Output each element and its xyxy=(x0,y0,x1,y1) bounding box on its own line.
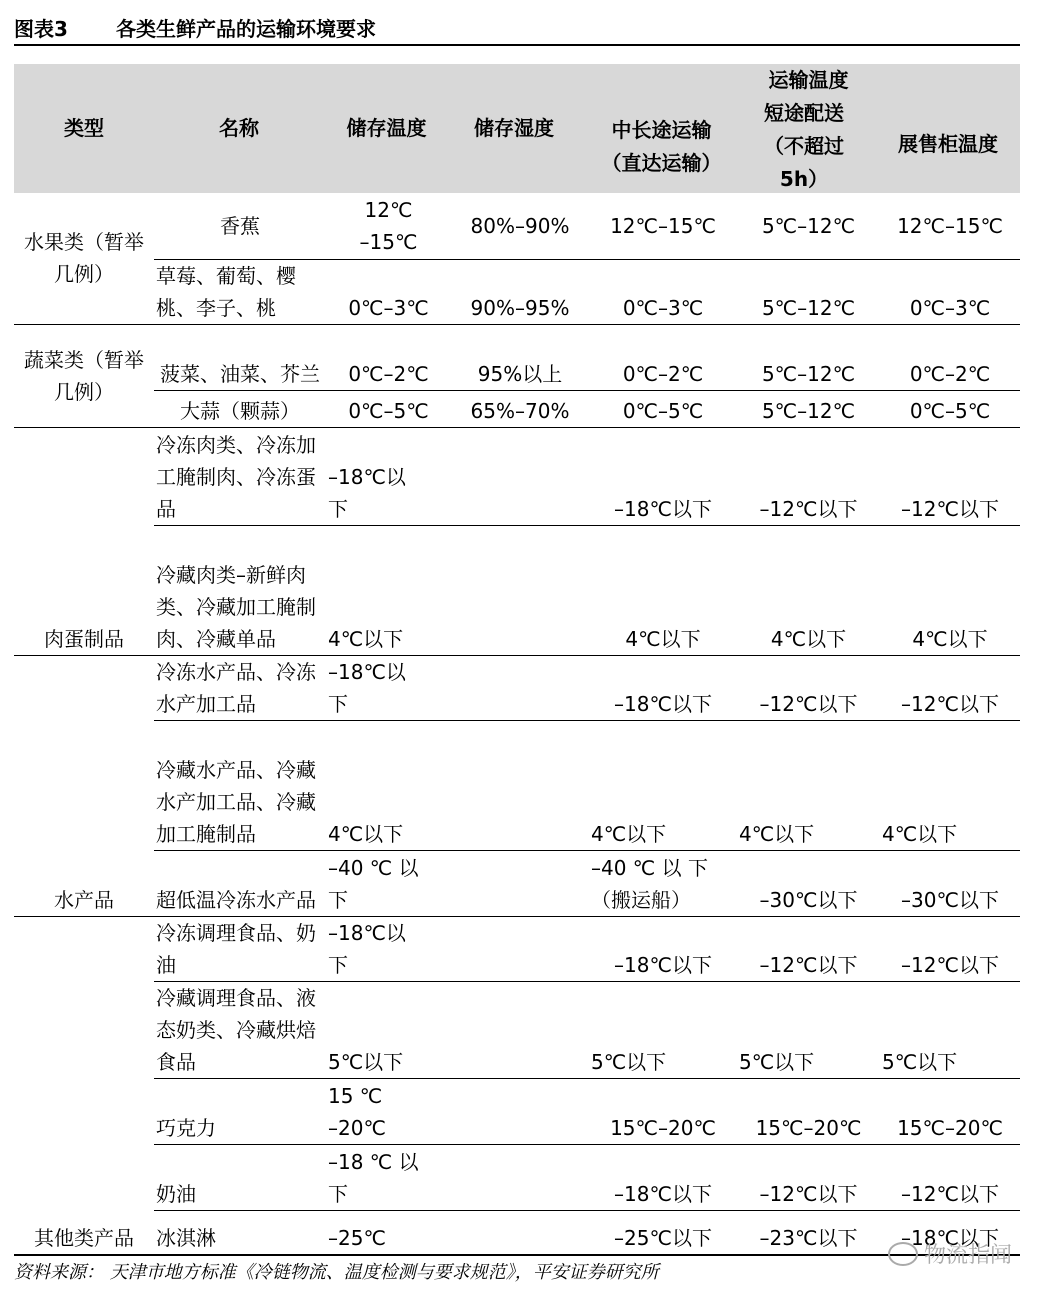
header-type: 类型 xyxy=(64,116,104,140)
storage-temp: –18℃以 下 xyxy=(326,655,451,720)
storage-humidity xyxy=(451,1078,589,1144)
category-other: 其他类产品 xyxy=(34,1226,134,1250)
table-row xyxy=(14,390,1020,427)
display-temp: –12℃以下 xyxy=(880,916,1020,981)
display-temp: –12℃以下 xyxy=(880,427,1020,525)
header-short-line2: （不超过 xyxy=(764,134,844,158)
product-name: 冷藏调理食品、液态奶类、冷藏烘焙食品 xyxy=(154,981,326,1078)
short-distance-temp: 5℃–12℃ xyxy=(737,390,880,427)
storage-humidity xyxy=(451,655,589,720)
long-distance-temp: 0℃–2℃ xyxy=(589,324,737,390)
short-distance-temp: –12℃以下 xyxy=(737,655,880,720)
header-long-line2: （直达运输） xyxy=(601,151,722,175)
short-distance-temp: –12℃以下 xyxy=(737,427,880,525)
product-name: 冷冻调理食品、奶油 xyxy=(154,916,326,981)
short-distance-temp: –30℃以下 xyxy=(737,850,880,916)
storage-humidity: 95%以上 xyxy=(451,324,589,390)
long-distance-temp: –25℃以下 xyxy=(614,1226,712,1250)
product-name: 冷冻肉类、冷冻加工腌制肉、冷冻蛋品 xyxy=(154,427,326,525)
storage-temp: –18 ℃ 以 下 xyxy=(326,1144,451,1210)
product-name: 冷冻水产品、冷冻水产加工品 xyxy=(154,655,326,720)
storage-temp: –18℃以 下 xyxy=(326,916,451,981)
long-distance-temp: 0℃–3℃ xyxy=(589,259,737,324)
table-row xyxy=(14,916,1020,981)
table-row xyxy=(14,259,1020,324)
storage-humidity xyxy=(451,720,589,850)
storage-temp: 5℃以下 xyxy=(326,981,451,1078)
storage-temp: 0℃–5℃ xyxy=(326,390,451,427)
display-temp: –18℃以下 xyxy=(901,1226,999,1250)
transport-requirements-table xyxy=(14,193,1020,1254)
figure-title xyxy=(14,14,1020,46)
storage-humidity xyxy=(451,916,589,981)
storage-humidity xyxy=(451,427,589,525)
storage-humidity xyxy=(451,981,589,1078)
category-veg: 蔬菜类（暂举几例） xyxy=(14,324,154,427)
table-row xyxy=(14,193,1020,259)
table-row xyxy=(14,1210,1020,1254)
product-name: 菠菜、油菜、芥兰 xyxy=(154,324,326,390)
long-distance-temp: –40 ℃ 以 下 （搬运船） xyxy=(589,850,737,916)
short-distance-temp: 4℃以下 xyxy=(737,720,880,850)
product-name: 巧克力 xyxy=(154,1078,326,1144)
storage-temp: –25℃ xyxy=(328,1226,386,1250)
figure-number: 图表3 xyxy=(14,17,68,41)
display-temp: 0℃–3℃ xyxy=(880,259,1020,324)
product-name: 大蒜（颗蒜） xyxy=(154,390,326,427)
long-distance-temp: –18℃以下 xyxy=(589,916,737,981)
display-temp: 4℃以下 xyxy=(880,720,1020,850)
display-temp: 15℃–20℃ xyxy=(880,1078,1020,1144)
long-distance-temp: 5℃以下 xyxy=(589,981,737,1078)
product-name: 超低温冷冻水产品 xyxy=(154,850,326,916)
short-distance-temp: 5℃–12℃ xyxy=(737,193,880,259)
storage-humidity xyxy=(451,850,589,916)
header-storage-humidity: 储存湿度 xyxy=(474,116,554,140)
table-row xyxy=(14,427,1020,525)
display-temp: 12℃–15℃ xyxy=(880,193,1020,259)
short-distance-temp: –12℃以下 xyxy=(737,916,880,981)
header-short-distance xyxy=(734,97,874,196)
long-distance-temp: 4℃以下 xyxy=(589,720,737,850)
display-temp: –12℃以下 xyxy=(880,655,1020,720)
table-header xyxy=(14,64,1020,193)
table-row xyxy=(14,720,1020,850)
header-display-temp: 展售柜温度 xyxy=(898,132,998,156)
storage-humidity xyxy=(451,525,589,655)
category-aquatic: 水产品 xyxy=(14,655,154,916)
short-distance-temp: 5℃–12℃ xyxy=(737,324,880,390)
display-temp: –30℃以下 xyxy=(880,850,1020,916)
long-distance-temp: –18℃以下 xyxy=(589,1144,737,1210)
long-distance-temp: 15℃–20℃ xyxy=(589,1078,737,1144)
display-temp: 0℃–5℃ xyxy=(880,390,1020,427)
display-temp: 4℃以下 xyxy=(880,525,1020,655)
category-fruit: 水果类（暂举几例） xyxy=(14,193,154,324)
header-short-line3: 5h） xyxy=(779,167,829,191)
header-name: 名称 xyxy=(219,116,259,140)
storage-temp: 4℃以下 xyxy=(326,720,451,850)
watermark-text: 物流指闻 xyxy=(923,1243,1012,1268)
storage-temp: 12℃ –15℃ xyxy=(326,193,451,259)
product-name: 冰淇淋 xyxy=(156,1226,216,1250)
storage-temp: –18℃以 下 xyxy=(326,427,451,525)
long-distance-temp: –18℃以下 xyxy=(589,427,737,525)
table-row xyxy=(14,324,1020,390)
table-row xyxy=(14,1144,1020,1210)
table-row xyxy=(14,1078,1020,1144)
figure-caption: 各类生鲜产品的运输环境要求 xyxy=(116,17,376,41)
display-temp: 0℃–2℃ xyxy=(880,324,1020,390)
storage-temp: 0℃–3℃ xyxy=(326,259,451,324)
product-name: 奶油 xyxy=(154,1144,326,1210)
short-distance-temp: 4℃以下 xyxy=(737,525,880,655)
product-name: 香蕉 xyxy=(154,193,326,259)
table-row xyxy=(14,655,1020,720)
header-long-distance xyxy=(589,114,734,180)
storage-temp: 15 ℃ –20℃ xyxy=(326,1078,451,1144)
storage-humidity xyxy=(451,1210,589,1254)
short-distance-temp: –23℃以下 xyxy=(759,1226,858,1250)
product-name: 冷藏肉类–新鲜肉类、冷藏加工腌制肉、冷藏单品 xyxy=(154,525,326,655)
wechat-icon xyxy=(888,1242,918,1266)
short-distance-temp: 5℃–12℃ xyxy=(737,259,880,324)
storage-humidity: 65%–70% xyxy=(451,390,589,427)
long-distance-temp: 4℃以下 xyxy=(589,525,737,655)
storage-temp: 0℃–2℃ xyxy=(326,324,451,390)
display-temp: 5℃以下 xyxy=(880,981,1020,1078)
short-distance-temp: –12℃以下 xyxy=(737,1144,880,1210)
long-distance-temp: 12℃–15℃ xyxy=(589,193,737,259)
table-row xyxy=(14,850,1020,916)
storage-humidity xyxy=(451,1144,589,1210)
product-name: 草莓、葡萄、樱桃、李子、桃 xyxy=(154,259,326,324)
short-distance-temp: 15℃–20℃ xyxy=(737,1078,880,1144)
storage-temp: 4℃以下 xyxy=(326,525,451,655)
product-name: 冷藏水产品、冷藏水产加工品、冷藏加工腌制品 xyxy=(154,720,326,850)
table-row xyxy=(14,525,1020,655)
header-storage-temp: 储存温度 xyxy=(346,116,427,140)
category-meat: 肉蛋制品 xyxy=(14,427,154,655)
short-distance-temp: 5℃以下 xyxy=(737,981,880,1078)
header-long-line1: 中长途运输 xyxy=(611,118,712,142)
long-distance-temp: 0℃–5℃ xyxy=(589,390,737,427)
display-temp: –12℃以下 xyxy=(880,1144,1020,1210)
storage-temp: –40 ℃ 以 下 xyxy=(326,850,451,916)
table-row xyxy=(14,981,1020,1078)
storage-humidity: 90%–95% xyxy=(451,259,589,324)
header-transport-group: 运输温度 xyxy=(768,68,849,92)
header-short-line1: 短途配送 xyxy=(764,101,844,125)
storage-humidity: 80%–90% xyxy=(451,193,589,259)
watermark xyxy=(888,1238,1012,1269)
long-distance-temp: –18℃以下 xyxy=(589,655,737,720)
source-note: 资料来源： 天津市地方标准《冷链物流、温度检测与要求规范》，平安证券研究所 xyxy=(14,1254,1020,1290)
